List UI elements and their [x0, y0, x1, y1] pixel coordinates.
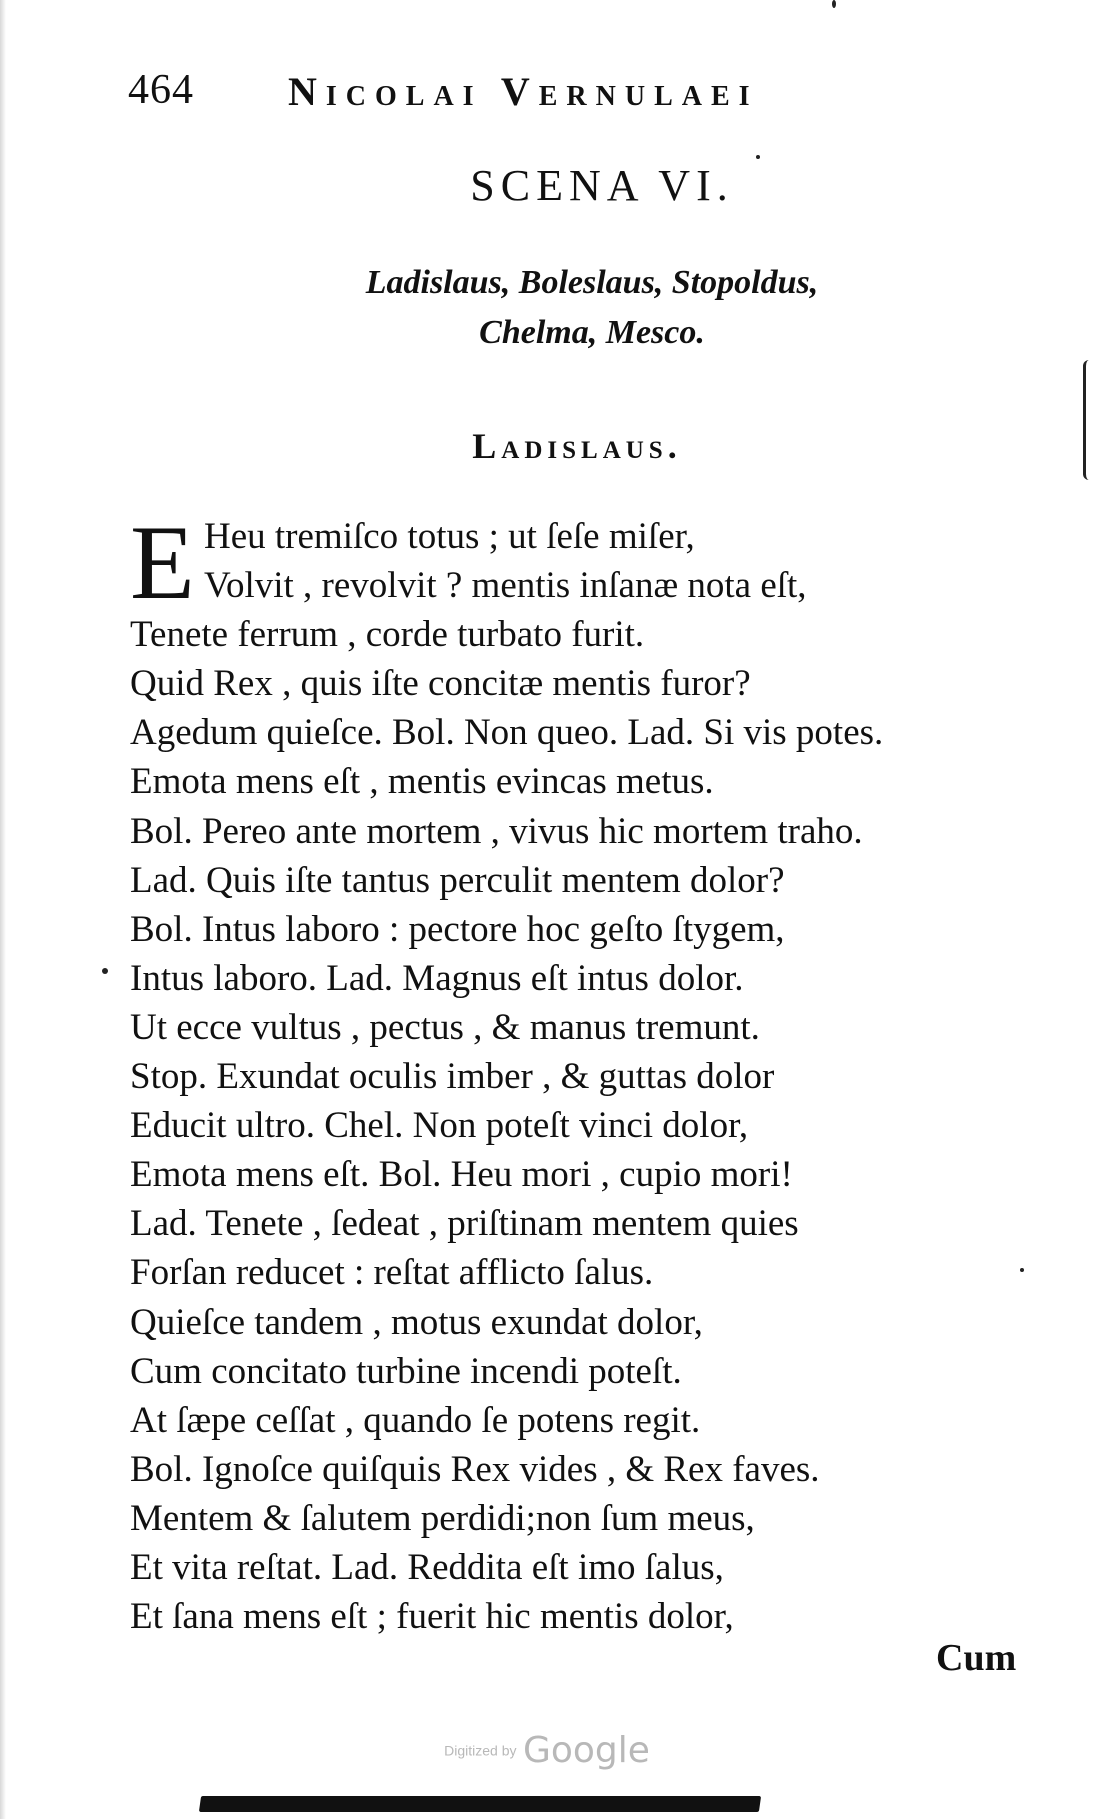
verse-line: Lad. Quis iſte tantus perculit mentem dolor?	[130, 859, 785, 901]
catchword: Cum	[936, 1637, 1017, 1679]
scene-title-text: SCENA VI.	[470, 161, 734, 210]
verse-line: Forſan reducet : reſtat afflicto ſalus.	[130, 1252, 654, 1294]
verse-line: Mentem & ſalutem perdidi;non ſum meus,	[130, 1497, 755, 1539]
scene-title	[0, 160, 1094, 211]
verse-block	[130, 504, 1050, 1641]
verse-line: Educit ultro. Chel. Non poteſt vinci dolor,	[130, 1105, 749, 1147]
verse-line: Bol. Intus laboro : pectore hoc geſto ſtygem,	[130, 908, 785, 950]
verse-line: Bol. Pereo ante mortem , vivus hic mortem traho.	[130, 810, 863, 852]
verse-line: Intus laboro. Lad. Magnus eſt intus dolor.	[130, 957, 744, 999]
running-head	[128, 66, 888, 116]
dramatis-personae	[0, 258, 1094, 358]
drop-cap: E	[130, 504, 195, 621]
verse-line: Tenete ferrum , corde turbato furit.	[130, 614, 645, 656]
google-logo: Google	[522, 1730, 650, 1771]
verse-line: Quid Rex , quis iſte concitæ mentis furor?	[130, 663, 751, 705]
verse-line: Quieſce tandem , motus exundat dolor,	[130, 1301, 703, 1343]
verse-line: Emota mens eſt. Bol. Heu mori , cupio mori!	[130, 1154, 793, 1196]
ink-speck	[102, 968, 108, 974]
ink-speck	[832, 0, 836, 8]
verse-line: At ſæpe ceſſat , quando ſe potens regit.	[130, 1399, 701, 1441]
page-number: 464	[128, 67, 194, 113]
verse-line: Et ſana mens eſt ; fuerit hic mentis dolor,	[130, 1596, 734, 1638]
scan-edge-bar	[199, 1796, 761, 1812]
verse-line: Cum concitato turbine incendi poteſt.	[130, 1350, 682, 1392]
speaker-heading	[0, 425, 1094, 467]
verse-line: Volvit , revolvit ? mentis inſanæ nota eſt,	[204, 565, 807, 607]
running-title: Nicolai Vernulaei	[288, 69, 759, 114]
speaker-name: Ladislaus.	[472, 426, 682, 466]
characters-line-1: Ladislaus, Boleslaus, Stopoldus,	[365, 264, 819, 301]
verse-line: Bol. Ignoſce quiſquis Rex vides , & Rex faves.	[130, 1448, 820, 1490]
digitization-watermark	[0, 1730, 1094, 1771]
ink-speck	[756, 155, 760, 159]
verse-line: Agedum quieſce. Bol. Non queo. Lad. Si vis potes.	[130, 712, 884, 754]
verse-line: Lad. Tenete , ſedeat , priſtinam mentem quies	[130, 1203, 799, 1245]
ink-speck	[1020, 1268, 1024, 1272]
characters-line-2: Chelma, Mesco.	[479, 314, 705, 351]
digitized-by-text: Digitized by	[444, 1742, 517, 1759]
verse-line: Heu tremiſco totus ; ut ſeſe miſer,	[204, 516, 695, 557]
verse-line: Emota mens eſt , mentis evincas metus.	[130, 761, 714, 803]
verse-line: Ut ecce vultus , pectus , & manus tremunt.	[130, 1006, 760, 1048]
verse-line: Et vita reſtat. Lad. Reddita eſt imo ſalus,	[130, 1546, 724, 1588]
verse-line: Stop. Exundat oculis imber , & guttas dolor	[130, 1056, 775, 1098]
